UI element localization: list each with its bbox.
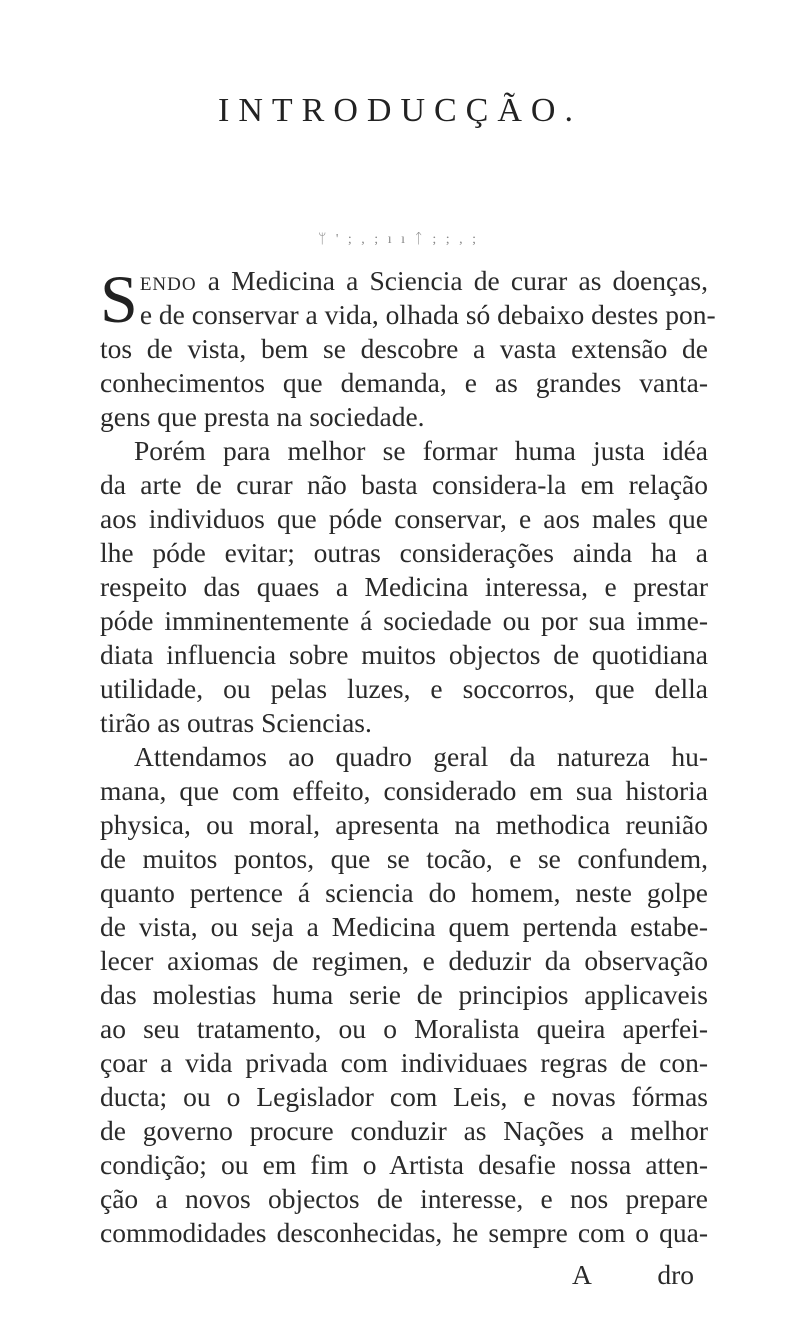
- chapter-heading: INTRODUCÇÃO.: [218, 92, 582, 129]
- text-line-20: de vista, ou seja a Medicina quem pertenda estabe-: [100, 911, 708, 942]
- first-word-rest: endo: [139, 265, 197, 296]
- text-line-7: da arte de curar não basta considera-la em relação: [100, 469, 708, 500]
- text-line-15: Attendamos ao quadro geral da natureza hu-: [134, 741, 708, 772]
- text-line-10: respeito das quaes a Medicina interessa, e prestar: [100, 571, 708, 602]
- text-line-29: commodidades desconhecidas, he sempre com o qua-: [100, 1217, 708, 1248]
- text-line-13: utilidade, ou pelas luzes, e soccorros, que della: [100, 673, 708, 704]
- text-line-24: çoar a vida privada com individuaes regras de con-: [100, 1047, 708, 1078]
- drop-cap: S: [100, 261, 138, 337]
- text-line-23: ao seu tratamento, ou o Moralista queira aperfei-: [100, 1013, 708, 1044]
- text-line-28: ção a novos objectos de interesse, e nos prepare: [100, 1183, 708, 1214]
- text-line-16: mana, que com effeito, considerado em sua historia: [100, 775, 708, 806]
- line-text: a Medicina a Sciencia de curar as doenças,: [196, 265, 708, 296]
- body-text: [100, 232, 716, 1250]
- text-line-2: e de conservar a vida, olhada só debaixo destes pon-: [139, 299, 716, 330]
- text-line-27: condição; ou em fim o Artista desafie nossa atten-: [100, 1149, 708, 1180]
- text-line-25: ducta; ou o Legislador com Leis, e novas fórmas: [100, 1081, 708, 1112]
- catchword: dro: [657, 1259, 694, 1290]
- text-line-26: de governo procure conduzir as Nações a melhor: [100, 1115, 708, 1146]
- text-line-22: das molestias huma serie de principios applicaveis: [100, 979, 708, 1010]
- text-line-11: póde imminentemente á sociedade ou por sua imme-: [100, 605, 708, 636]
- text-line-21: lecer axiomas de regimen, e deduzir da observação: [100, 945, 708, 976]
- text-line-19: quanto pertence á sciencia do homem, neste golpe: [100, 877, 708, 908]
- text-line-18: de muitos pontos, que se tocão, e se confundem,: [100, 843, 708, 874]
- text-line-8: aos individuos que póde conservar, e aos males que: [100, 503, 708, 534]
- text-line-17: physica, ou moral, apresenta na methodica reunião: [100, 809, 708, 840]
- text-line-4: conhecimentos que demanda, e as grandes vanta-: [100, 367, 708, 398]
- marginal-marks: ᛘ ' ; , ; ı ı ᛏ ; ; , ;: [318, 232, 480, 247]
- text-line-14: tirão as outras Sciencias.: [100, 707, 372, 738]
- signature-mark: A: [572, 1259, 592, 1290]
- text-line-9: lhe póde evitar; outras considerações ainda ha a: [100, 537, 708, 568]
- text-line-6: Porém para melhor se formar huma justa idéa: [134, 435, 708, 466]
- text-line-5: gens que presta na sociedade.: [100, 401, 425, 432]
- text-line-3: tos de vista, bem se descobre a vasta extensão de: [100, 333, 708, 364]
- text-line-12: diata influencia sobre muitos objectos de quotidiana: [100, 639, 708, 670]
